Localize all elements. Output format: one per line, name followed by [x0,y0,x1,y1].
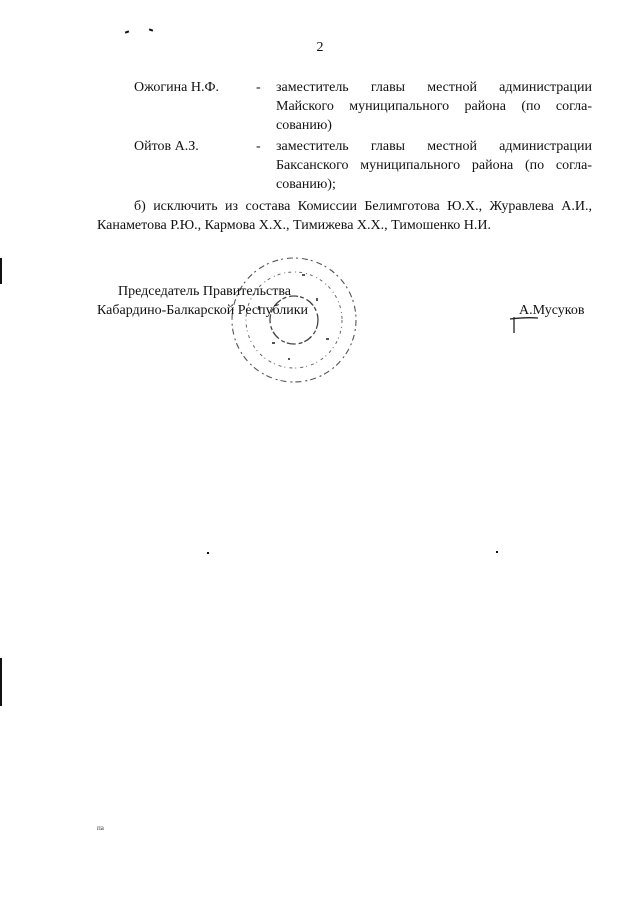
scan-speck [149,28,153,31]
footnote-mark: па [97,824,104,832]
scan-edge-mark-top [0,258,2,284]
member-role-line: сованию) [276,118,332,133]
official-seal-stamp [228,246,368,394]
page-number: 2 [316,40,324,55]
member-role-line: Баксанского муниципального района (по согла- [276,158,592,173]
handwritten-signature [508,311,542,337]
member-name: Ойтов А.З. [134,139,199,154]
member-role-line: заместитель главы местной администрации [276,80,592,95]
member-role-line: Майского муниципального района (по согла- [276,99,592,114]
member-role [276,137,592,194]
scan-speck [496,551,498,553]
decision-line: б) исключить из состава Комиссии Белимготова Ю.Х., Журавлева А.И., [134,199,592,214]
decision-line: Канаметова Р.Ю., Кармова Х.Х., Тимижева Х.Х., Тимошенко Н.И. [97,218,491,233]
signatory-title [97,282,308,320]
member-name: Ожогина Н.Ф. [134,80,220,95]
signatory-title-line: Председатель Правительства [118,284,291,299]
member-dash: - [256,80,261,95]
decision-paragraph [97,197,592,235]
member-role [276,78,592,135]
signatory-title-line: Кабардино-Балкарской Республики [97,303,308,318]
scan-edge-mark-bottom [0,658,2,706]
scan-speck [207,552,209,554]
signatory-name: А.Мусуков [519,303,585,318]
member-role-line: сованию); [276,177,336,192]
scan-speck [125,30,129,33]
member-dash: - [256,139,261,154]
member-role-line: заместитель главы местной администрации [276,139,592,154]
